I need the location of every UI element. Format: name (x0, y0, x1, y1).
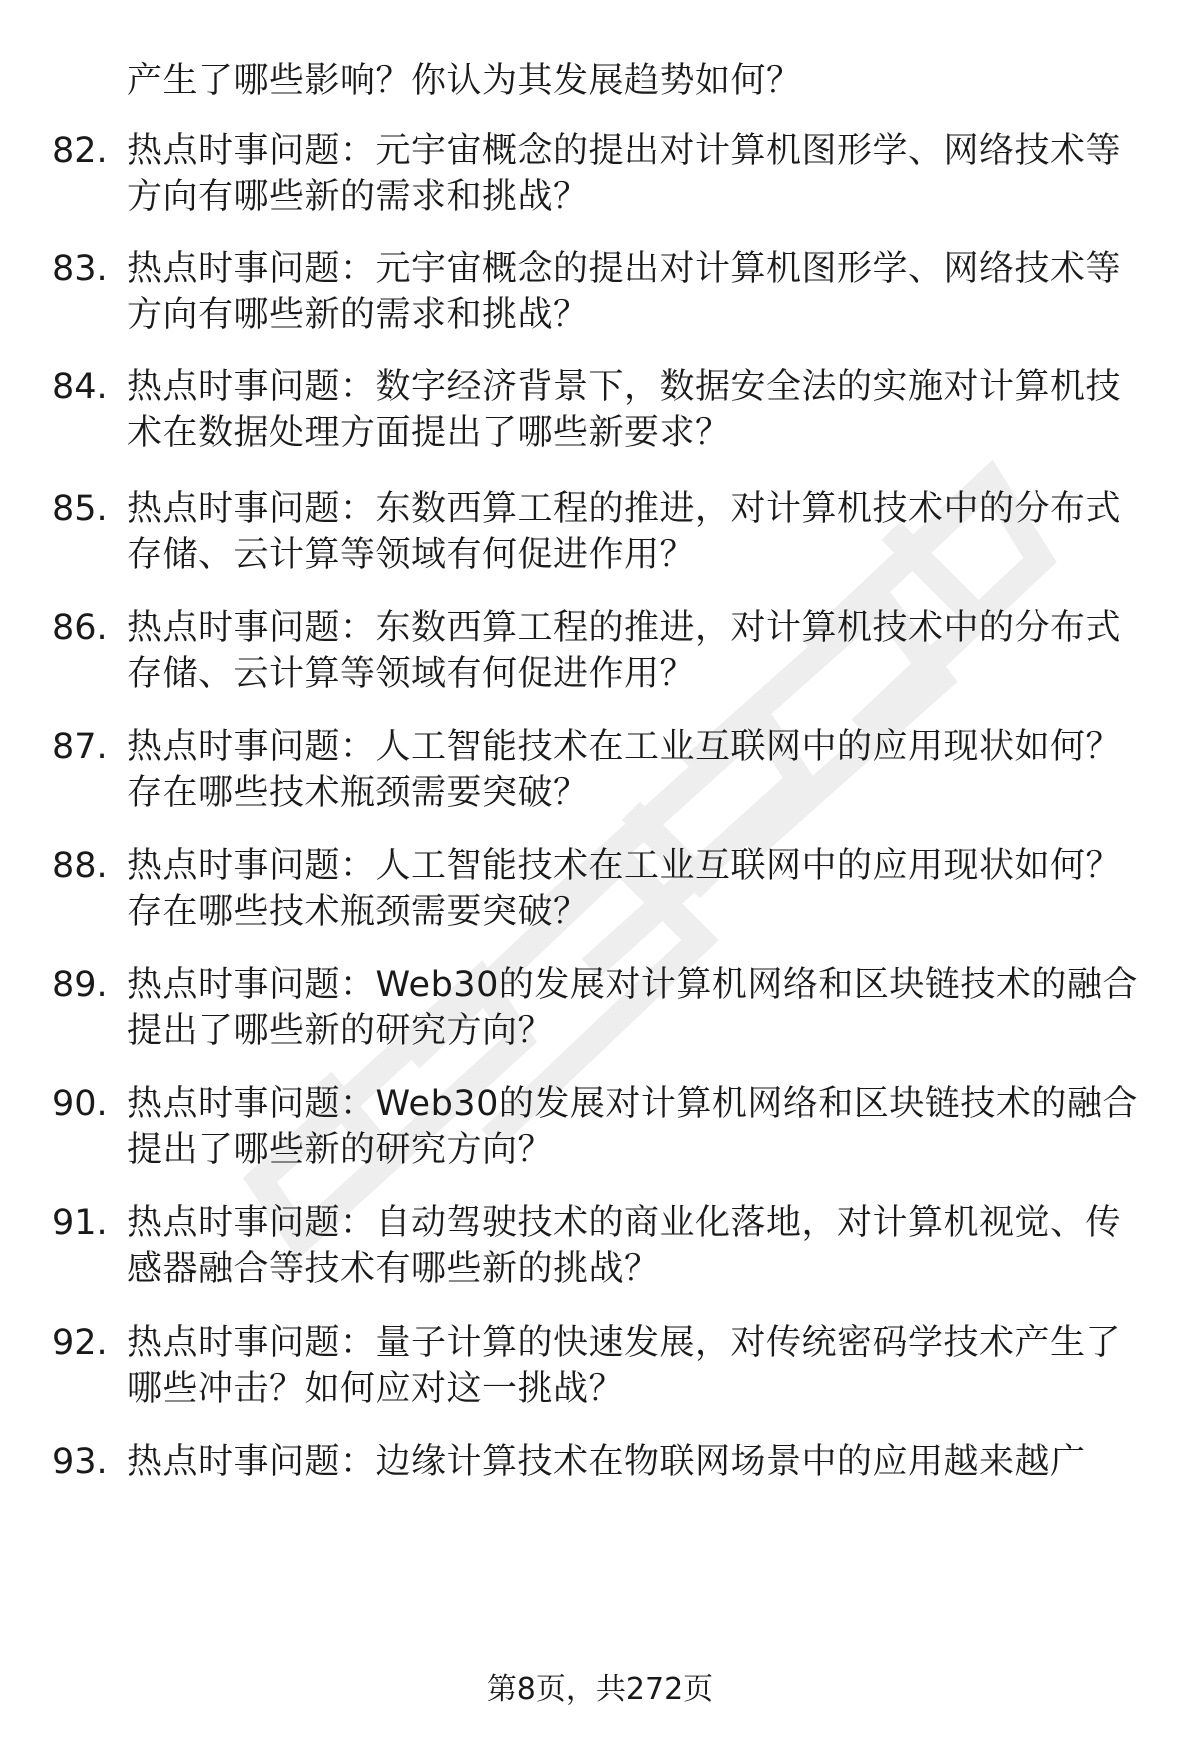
question-number: 85. (52, 489, 108, 529)
question-text-line: 热点时事问题：元宇宙概念的提出对计算机图形学、网络技术等 (127, 249, 1122, 289)
question-text-line: 热点时事问题：东数西算工程的推进，对计算机技术中的分布式 (127, 489, 1122, 529)
question-text-line: 存储、云计算等领域有何促进作用？ (127, 535, 696, 575)
question-text-line: 存在哪些技术瓶颈需要突破？ (127, 892, 589, 932)
question-text-line: 热点时事问题：人工智能技术在工业互联网中的应用现状如何？ (127, 846, 1122, 886)
question-text-line: 热点时事问题：Web30的发展对计算机网络和区块链技术的融合 (127, 1084, 1138, 1124)
continuation-line: 产生了哪些影响？你认为其发展趋势如何？ (127, 61, 802, 101)
question-text-line: 术在数据处理方面提出了哪些新要求？ (127, 413, 731, 453)
question-number: 83. (52, 249, 108, 289)
page-footer: 第8页，共272页 (486, 1672, 714, 1707)
question-text-line: 热点时事问题：元宇宙概念的提出对计算机图形学、网络技术等 (127, 131, 1122, 171)
question-text-line: 热点时事问题：量子计算的快速发展，对传统密码学技术产生了 (127, 1323, 1122, 1363)
question-text-line: 存在哪些技术瓶颈需要突破？ (127, 773, 589, 813)
question-text-line: 热点时事问题：Web30的发展对计算机网络和区块链技术的融合 (127, 965, 1138, 1005)
question-text-line: 热点时事问题：人工智能技术在工业互联网中的应用现状如何？ (127, 727, 1122, 767)
question-number: 84. (52, 367, 108, 407)
question-number: 88. (52, 846, 108, 886)
question-number: 90. (52, 1084, 108, 1124)
question-number: 86. (52, 608, 108, 648)
question-number: 92. (52, 1323, 108, 1363)
question-number: 89. (52, 965, 108, 1005)
question-text-line: 哪些冲击？如何应对这一挑战？ (127, 1369, 625, 1409)
question-text-line: 提出了哪些新的研究方向？ (127, 1130, 554, 1170)
question-text-line: 存储、云计算等领域有何促进作用？ (127, 654, 696, 694)
question-number: 87. (52, 727, 108, 767)
question-number: 91. (52, 1203, 108, 1243)
question-text-line: 热点时事问题：边缘计算技术在物联网场景中的应用越来越广 (127, 1442, 1086, 1482)
question-text-line: 热点时事问题：东数西算工程的推进，对计算机技术中的分布式 (127, 608, 1122, 648)
question-text-line: 方向有哪些新的需求和挑战？ (127, 177, 589, 217)
question-text-line: 热点时事问题：自动驾驶技术的商业化落地，对计算机视觉、传 (127, 1203, 1122, 1243)
question-text-line: 热点时事问题：数字经济背景下，数据安全法的实施对计算机技 (127, 367, 1122, 407)
question-text-line: 感器融合等技术有哪些新的挑战？ (127, 1249, 660, 1289)
question-text-line: 提出了哪些新的研究方向？ (127, 1011, 554, 1051)
question-text-line: 方向有哪些新的需求和挑战？ (127, 295, 589, 335)
question-number: 93. (52, 1442, 108, 1482)
question-number: 82. (52, 131, 108, 171)
